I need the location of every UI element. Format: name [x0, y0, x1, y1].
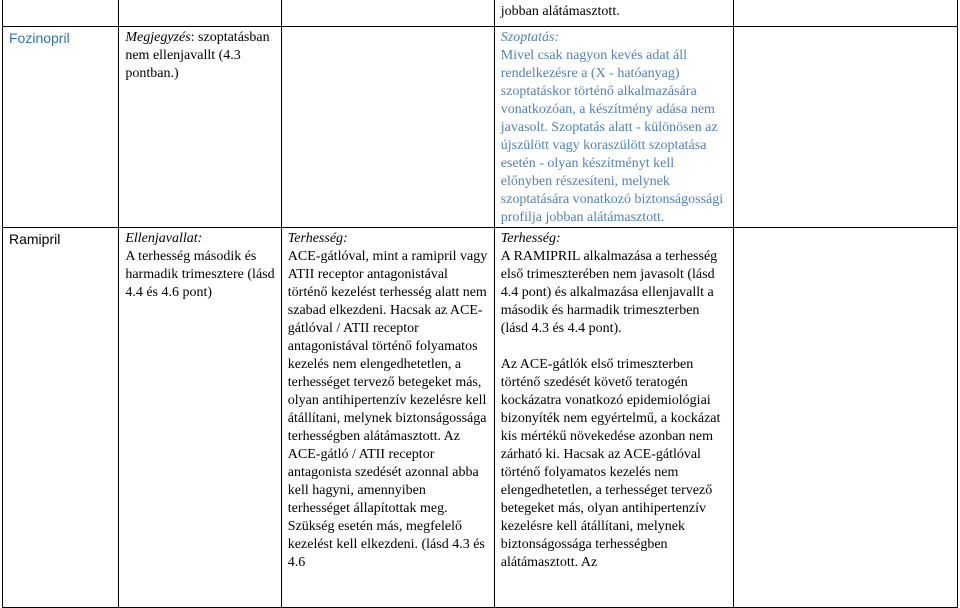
lactation-text: Mivel csak nagyon kevés adat áll rendelkezésre a (X - hatóanyag) szoptatáskor történő alkalmazására vonatkozóan, a készítmény adása nem javasolt. Szoptatás alatt - különösen az újszülött vagy koraszülött szoptatása esetén - olyan készítményt kell előnyben részesíteni, melynek szoptatására vonatkozó biztonságossági profilja jobban alátámasztott.: [500, 48, 724, 225]
smpc-comparison-table: [2, 0, 958, 608]
cell-lactation: [494, 27, 733, 228]
cell-pregnancy-detail: [494, 228, 733, 608]
pregnancy-label: Terhesség:: [500, 231, 561, 246]
cell-note: [119, 27, 281, 228]
cell-empty: [3, 0, 119, 27]
table-row-ramipril: [3, 228, 958, 608]
pregnancy-label: Terhesség:: [287, 231, 348, 246]
cell-top-text: [494, 0, 733, 27]
cell-empty: [281, 0, 494, 27]
pregnancy-paragraph-1: A RAMIPRIL alkalmazása a terhesség első trimeszterében nem javasolt (lásd 4.4 pont) és alkalmazása ellenjavallt a második és harmadik trimeszterben (lásd 4.3 és 4.4 pont).: [500, 249, 718, 336]
cell-drug: [3, 228, 119, 608]
lactation-label: Szoptatás:: [500, 30, 560, 45]
pregnancy-paragraph-2: Az ACE-gátlók első trimeszterben történő szedését követő teratogén kockázatra vonatkozó epidemiológiai bizonyíték nem egyértelmű, a kockázat kis mértékű növekedése azonban nem zárható ki. Hacsak az ACE-gátlóval történő folyamatos kezelés nem elengedhetetlen, a terhességet tervező betegeket más, olyan antihipertenzív kezelésre kell átállítani, melynek biztonságossága terhességben alátámasztott. Az: [500, 357, 721, 570]
contraindication-label: Ellenjavallat:: [125, 231, 203, 246]
top-tail-text: jobban alátámasztott.: [500, 4, 620, 19]
pregnancy-text: ACE-gátlóval, mint a ramipril vagy ATII receptor antagonistával történő kezelést terhesség alatt nem szabad elkezdeni. Hacsak az ACE-gátlóval / ATII receptor antagonistával történő folyamatos kezelés nem elengedhetetlen, a terhességet tervező betegeket más, olyan antihipertenzív kezelésre kell átállítani, melynek biztonságossága terhességben alátámasztott. Az ACE-gátló / ATII receptor antagonista szedését azonnal abba kell hagyni, amennyiben terhességet állapítottak meg. Szükség esetén más, megfelelő kezelést kell elkezdeni. (lásd 4.3 és 4.6: [287, 249, 488, 570]
cell-contraindication: [119, 228, 281, 608]
cell-empty: [734, 228, 958, 608]
table-row-fozinopril: [3, 27, 958, 228]
cell-empty: [281, 27, 494, 228]
drug-name: Ramipril: [9, 231, 61, 247]
cell-empty: [119, 0, 281, 27]
note-text: : szoptatásban nem ellenjavallt (4.3 pontban.): [125, 30, 270, 81]
table-row-top: [3, 0, 958, 27]
contraindication-text: A terhesség második és harmadik trimesztere (lásd 4.4 és 4.6 pont): [125, 249, 275, 300]
cell-drug: [3, 27, 119, 228]
cell-empty: [734, 27, 958, 228]
cell-empty: [734, 0, 958, 27]
drug-name: Fozinopril: [9, 30, 70, 46]
cell-pregnancy-guidance: [281, 228, 494, 608]
note-label: Megjegyzés: [125, 30, 191, 45]
